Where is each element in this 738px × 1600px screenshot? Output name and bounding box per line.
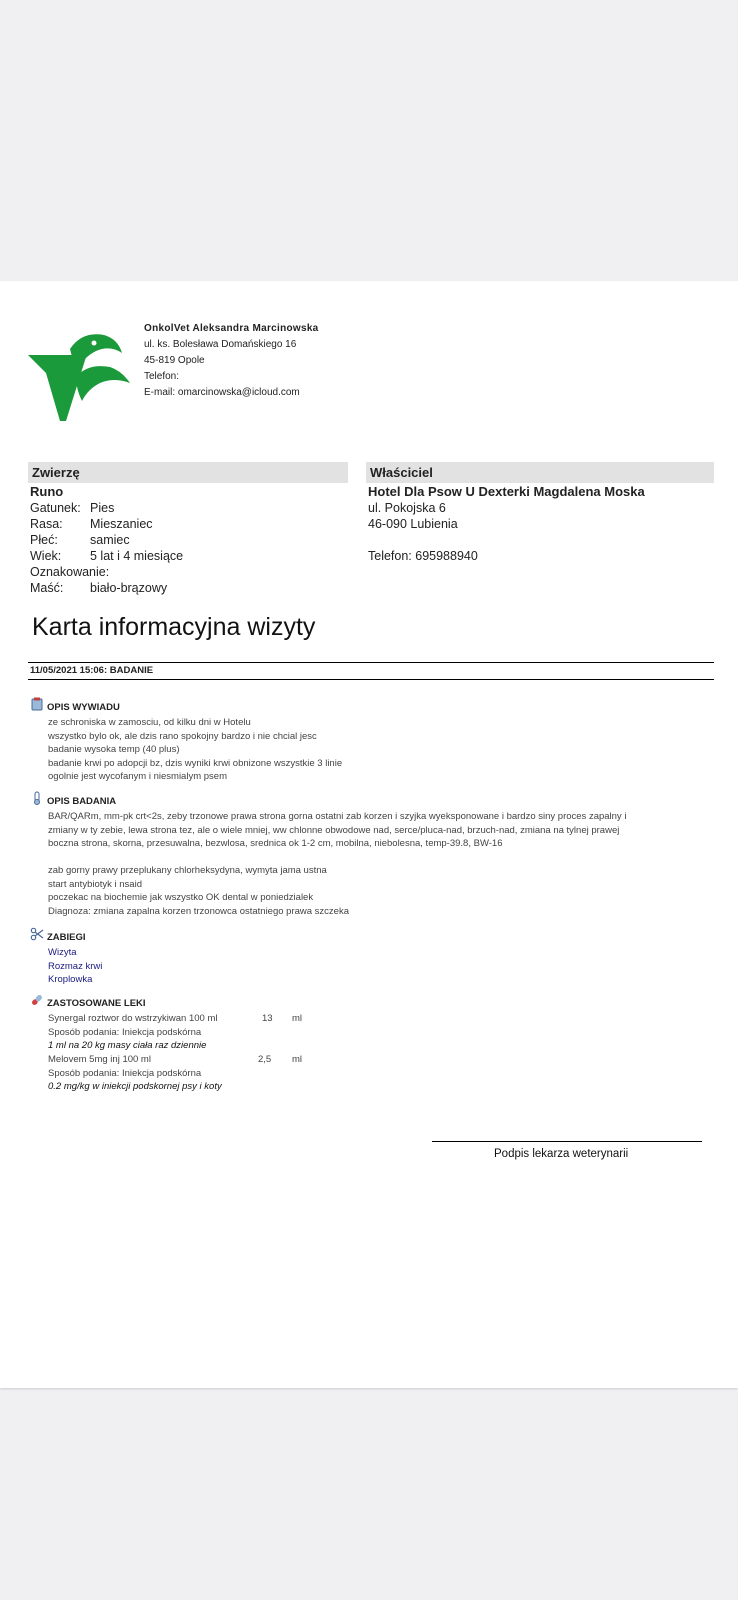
clinic-email: E-mail: omarcinowska@icloud.com [144,387,300,398]
med-2-name: Melovem 5mg inj 100 ml [48,1054,151,1065]
procedure-item: Rozmaz krwi [48,960,103,972]
clinic-logo [26,329,134,429]
animal-age-row [30,548,183,564]
exam-line: zab gorny prawy przeplukany chlorheksydyna, wymyta jama ustna [48,865,327,876]
color-label: Maść: [30,581,64,595]
clinic-address-street: ul. ks. Bolesława Domańskiego 16 [144,339,297,350]
history-title: OPIS WYWIADU [47,702,120,713]
animal-header: Zwierzę [28,462,348,483]
procedure-item: Kroplowka [48,974,93,985]
med-2-dose: 0.2 mg/kg w iniekcji podskornej psy i koty [48,1081,222,1092]
med-1-unit: ml [292,1013,303,1024]
owner-phone: Telefon: 695988940 [368,549,478,563]
signature-label: Podpis lekarza weterynarii [494,1148,629,1160]
history-line: badanie wysoka temp (40 plus) [48,744,180,755]
animal-color-row [30,580,167,596]
signature-line [432,1141,702,1142]
clinic-name: OnkolVet Aleksandra Marcinowska [144,323,319,334]
med-2-route: Sposób podania: Iniekcja podskórna [48,1068,202,1079]
clipboard-icon [30,697,44,711]
owner-name: Hotel Dla Psow U Dexterki Magdalena Moska [368,484,645,499]
breed-label: Rasa: [30,517,63,531]
page-title: Karta informacyjna wizyty [32,613,316,641]
age-value: 5 lat i 4 miesiące [90,549,184,563]
history-line: wszystko bylo ok, ale dzis rano spokojny bardzo i nie chcial jesc [48,730,317,742]
history-line: badanie krwi po adopcji bz, dzis wyniki krwi obnizone wszystkie 3 linie [48,757,343,769]
procedures-title: ZABIEGI [47,932,86,943]
pill-icon [30,993,44,1007]
owner-header: Właściciel [366,462,714,483]
thermometer-icon [30,791,44,805]
animal-name: Runo [30,484,64,499]
exam-line: boczna strona, skorna, przesuwalna, bezwlosa, srednica ok 1-2 cm, mobilna, niebolesna, temp-39.8, BW-16 [48,838,503,849]
exam-line: zmiany w ty zebie, lewa strona tez, ale o wiele mniej, ww chlonne obwodowe nad, serce/pluca-nad, brzuch-nad, zmiana na tylnej prawej [48,824,620,836]
divider-bottom [28,679,714,680]
marking-label: Oznakowanie: [30,565,110,579]
exam-line: poczekac na biochemie jak wszystko OK dental w poniedzialek [48,892,314,903]
med-1-dose: 1 ml na 20 kg masy ciała raz dziennie [48,1040,207,1051]
species-label: Gatunek: [30,501,81,515]
animal-breed-row [30,516,153,532]
sex-label: Płeć: [30,533,58,547]
medications-title: ZASTOSOWANE LEKI [47,998,146,1009]
med-1-route: Sposób podania: Iniekcja podskórna [48,1027,202,1038]
exam-line [48,851,626,865]
med-2-qty: 2,5 [258,1054,272,1065]
breed-value: Mieszaniec [90,517,153,531]
owner-address-city: 46-090 Lubienia [368,517,458,531]
scissors-icon [30,927,44,941]
animal-marking-row [30,564,109,580]
visit-header: 11/05/2021 15:06: BADANIE [30,665,154,676]
clinic-info [144,321,319,401]
exam-line: BAR/QARm, mm-pk crt<2s, zeby trzonowe prawa strona gorna ostatni zab korzen i szyjka wyeksponowane i bardzo siny proces zapalny i [48,811,627,822]
history-line: ze schroniska w zamosciu, od kilku dni w Hotelu [48,717,251,728]
exam-title: OPIS BADANIA [47,796,117,807]
species-value: Pies [90,501,115,515]
procedure-item: Wizyta [48,947,77,958]
owner-address-street: ul. Pokojska 6 [368,501,446,515]
med-1-name: Synergal roztwor do wstrzykiwan 100 ml [48,1013,218,1024]
exam-line: start antybiotyk i nsaid [48,878,142,890]
animal-species-row [30,500,114,516]
sex-value: samiec [90,533,130,547]
clinic-address-city: 45-819 Opole [144,355,205,366]
document-page [0,281,738,1388]
exam-line: Diagnoza: zmiana zapalna korzen trzonowca ostatniego prawa szczeka [48,905,349,917]
med-2-unit: ml [292,1054,303,1065]
age-label: Wiek: [30,549,62,563]
med-1-qty: 13 [262,1013,273,1024]
animal-sex-row [30,532,130,548]
history-line: ogolnie jest wycofanym i niesmialym psem [48,771,227,782]
divider-top [28,662,714,663]
exam-text [48,810,626,918]
procedures-list [48,946,102,987]
color-value: biało-brązowy [90,581,168,595]
history-text [48,716,342,784]
clinic-phone: Telefon: [144,371,180,382]
